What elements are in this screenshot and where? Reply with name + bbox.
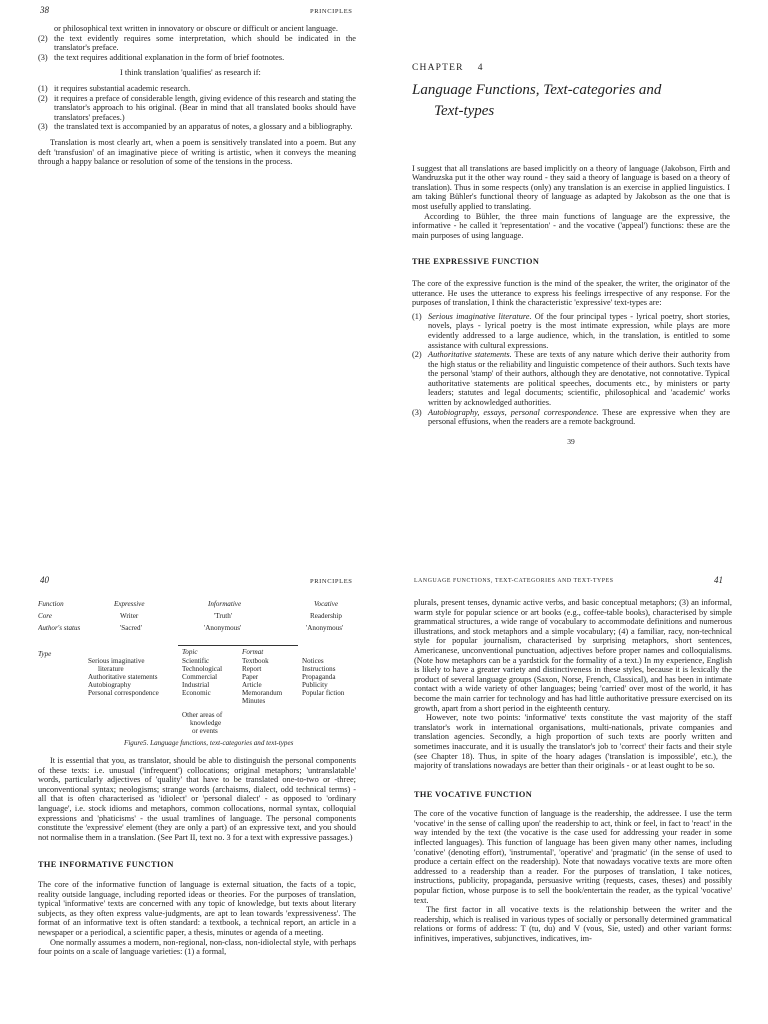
topic-item: Scientific (182, 657, 210, 665)
format-item: Textbook (242, 657, 269, 665)
body-paragraph: One normally assumes a modern, non-regional, non-class, non-idiolectal style, with perhaps four points on a scale of language varieties: (1) a formal, (38, 937, 356, 957)
page-41 (414, 576, 732, 1024)
topic-item: Industrial (182, 681, 210, 689)
other-areas: Other areas of (182, 711, 223, 719)
topic-header: Topic (182, 648, 198, 656)
column-function: Vocative (314, 600, 339, 608)
column-function: Expressive (114, 600, 145, 608)
column-core: Writer (120, 612, 139, 620)
other-areas: knowledge (190, 719, 222, 727)
research-list (38, 84, 356, 132)
list-item: or philosophical text written in innovatory or obscure or difficult or ancient language. (54, 24, 338, 33)
format-header: Format (242, 648, 264, 656)
intro-paragraph: According to Bühler, the three main functions of language are the expressive, the informative - he called it 'representation' - and the vocative ('appeal') functions: these are the main purposes of using language. (412, 211, 730, 240)
page-header (38, 576, 356, 590)
topic-item: Economic (182, 689, 211, 697)
requirements-list (38, 24, 356, 62)
list-item: (2) the text evidently requires some interpretation, which should be indicated in the translator's preface. (38, 33, 356, 53)
section-heading: THE INFORMATIVE FUNCTION (38, 860, 174, 870)
other-areas: or events (192, 727, 218, 735)
topic-item: Commercial (182, 673, 218, 681)
body-paragraph: However, note two points: 'informative' texts constitute the vast majority of the staff translator's work in international organisations, multi-nationals, private companies and translation agencies. Secondly, a high proportion of such texts are poorly written and sometimes inaccurate, and it is usually the translator's job to 'correct' their facts and their style (see Chapter 18). Thus, in spite of the hoary adages ('translation is impossible', etc.), the majority of translations nowadays are better than their originals - or at least ought to be so. (414, 713, 732, 771)
page-40 (38, 576, 356, 1024)
page-number: 39 (567, 436, 575, 446)
body-paragraph: The first factor in all vocative texts is the relationship between the writer and the readership, which is realised in various types of socially or personally determined grammatical relations or forms of address: T (tu, du) and V (vous, Sie, usted) and other variant forms: infinitives, imperatives, subjunctives, indicatives, im- (414, 905, 732, 943)
running-head: LANGUAGE FUNCTIONS, TEXT-CATEGORIES AND TEXT-TYPES (414, 578, 614, 584)
body-paragraph: plurals, present tenses, dynamic active verbs, and basic conceptual metaphors; (3) an informal, warm style for popular science or art books (e.g., coffee-table books), characterised by simple grammatical structures, a wide range of vocabulary to accommodate definitions and numerous illustrations, and stock metaphors and a simple vocabulary; (4) a familiar, racy, non-technical style for popular journalism, characterised by surprising metaphors, short sentences, Americanese, unconventional punctuation, adjectives before proper names and colloquialisms. (Note how metaphors can be a yardstick for the formality of a text.) In my experience, English is likely to have a greater variety and distinctiveness in these styles, because it is lexically the product of several language groups (Saxon, Norse, French, Classical), and has been in intimate contact with a wide variety of other languages; being 'carried' over most of the world, it has become the main carrier for technology and has had little authoritative pressure exercised on its growth, apart from a short period in the eighteenth century. (414, 598, 732, 713)
vocative-type: Publicity (302, 681, 328, 689)
body-paragraph: The core of the vocative function of language is the readership, the addressee. I use the term 'vocative' in the sense of calling upon' the readership to act, think or feel, in fact to 'react' in the way intended by the text (the vocative is the case used for addressing your reader in some inflected languages). This function of language has been given many other names, including 'conative' (denoting effort), 'instrumental', 'operative' and 'pragmatic' (in the sense of used to produce a certain effect on the readership). Note that nowadays vocative texts are more often addressed to a readership than a reader. For the purposes of translation, I take notices, instructions, publicity, propaganda, persuasive writing (requests, cases, theses) and possibly popular fiction, whose purpose is to sell the book/entertain the reader, as the typical 'vocative' text. (414, 809, 732, 905)
list-item: (2) it requires a preface of considerable length, giving evidence of this research and stating the translator's approach to his original. (Bear in mind that all translated books should have translators' prefaces.) (38, 93, 356, 122)
running-head: PRINCIPLES (310, 578, 353, 585)
list-item: (2) Authoritative statements. These are texts of any nature which derive their authority from the high status or the reliability and linguistic competence of their authors. Such texts have the personal 'stamp' of their authors, although they are denotative, not connotative. Typical authoritative statements are political speeches, documents etc., by ministers or party leaders; statutes and legal documents; scientific, philosophical and 'academic' works written by acknowledged authorities. (412, 350, 730, 408)
figure-caption: Figure5. Language functions, text-categories and text-types (124, 739, 294, 747)
page-number: 40 (40, 576, 49, 585)
column-function: Informative (208, 600, 242, 608)
page-header (414, 576, 732, 590)
page-38 (38, 6, 356, 506)
column-status: 'Anonymous' (306, 624, 344, 632)
expressive-paragraph: The core of the expressive function is the mind of the speaker, the writer, the originator of the utterance. He uses the utterance to express his feelings irrespective of any response. For the purposes of translation, I think the characteristic 'expressive' text-types are: (412, 278, 730, 308)
page-39 (412, 6, 730, 518)
row-label: Type (38, 650, 52, 658)
column-status: 'Sacred' (120, 624, 142, 632)
intro-paragraph: I suggest that all translations are based implicitly on a theory of language (Jakobson, Firth and Wandruzska put it the other way round - they said a theory of language is based on a theory of translation). Thus in some respects (only) any translation is an exercise in applied linguistics. I am taking Bühler's functional theory of language as adapted by Jakobson as the one that is most usefully applied to translating. (412, 163, 730, 211)
column-core: Readership (310, 612, 342, 620)
chapter-label: CHAPTER 4 (412, 63, 484, 73)
row-label: Core (38, 612, 52, 620)
format-item: Report (242, 665, 262, 673)
section-heading: THE EXPRESSIVE FUNCTION (412, 257, 540, 267)
column-core: 'Truth' (214, 612, 233, 620)
body-paragraph: It is essential that you, as translator, should be able to distinguish the personal components of these texts: i.e. unusual ('infrequent') collocations; original metaphors; 'untranslatable' words, particularly adjectives of 'quality' that have to be translated one-to-two or -three; unconventional syntax; neologisms; strange words (archaisms, dialect, odd technical terms) - all that is often characterised as 'idiolect' or 'personal dialect' - as opposed to 'ordinary language', i.e. stock idioms and metaphors, common collocations, normal syntax, colloquial expressions and 'phaticisms' - the usual tramlines of language. The personal components constitute the 'expressive' element (they are only a part) of an expressive text, and you should not normalise them in a translation. (See Part II, text no. 3 for a text with expressive passages.) (38, 756, 356, 842)
format-item: Minutes (242, 697, 266, 705)
list-item: (3) the translated text is accompanied by an apparatus of notes, a glossary and a bibliography. (38, 122, 353, 132)
body-paragraph: The core of the informative function of language is external situation, the facts of a topic, reality outside language, including reported ideas or theories. For the purposes of translation, typical 'informative' texts are concerned with any topic of knowledge, but texts about literary subjects, as they often express value-judgments, are apt to lean towards 'expressiveness'. The format of an informative text is often standard: a textbook, a technical report, an article in a newspaper or a periodical, a scientific paper, a thesis, minutes or agenda of a meeting. (38, 879, 356, 937)
list-item: (3) the text requires additional explanation in the form of brief footnotes. (38, 52, 285, 62)
chapter-title: Language Functions, Text-categories and Text-types (412, 81, 662, 119)
qualifies-intro: I think translation 'qualifies' as research if: (120, 68, 261, 78)
running-head: PRINCIPLES (310, 8, 353, 15)
row-label: Author's status (38, 624, 81, 632)
column-status: 'Anonymous' (204, 624, 242, 632)
divider-line (178, 645, 298, 646)
row-label: Function (38, 600, 64, 608)
expressive-type: Personal correspondence (88, 689, 159, 697)
expressive-type: Authoritative statements (88, 673, 158, 681)
text-types-list (412, 312, 730, 427)
vocative-type: Propaganda (302, 673, 336, 681)
expressive-type: Serious imaginative (88, 657, 145, 665)
format-item: Paper (242, 673, 259, 681)
list-item: (3) Autobiography, essays, personal correspondence. These are expressive when they are personal effusions, when the readers are a remote background. (412, 407, 730, 427)
figure-language-functions (38, 600, 356, 748)
vocative-type: Instructions (302, 665, 336, 673)
format-item: Article (242, 681, 262, 689)
closing-paragraph: Translation is most clearly art, when a poem is sensitively translated into a poem. But any deft 'transfusion' of an imaginative piece of writing is artistic, when it conveys the meaning through a happy balance or resolution of some of the tensions in the process. (38, 137, 356, 167)
format-item: Memorandum (242, 689, 283, 697)
list-item: (1) it requires substantial academic research. (38, 83, 191, 93)
vocative-type: Notices (302, 657, 324, 665)
page-number: 41 (714, 576, 723, 585)
topic-item: Technological (182, 665, 223, 673)
vocative-type: Popular fiction (302, 689, 345, 697)
chapter-number: 4 (477, 63, 484, 73)
section-heading: THE VOCATIVE FUNCTION (414, 789, 533, 799)
page-header (38, 6, 356, 20)
page-number: 38 (40, 6, 49, 15)
list-item: (1) Serious imaginative literature. Of the four principal types - lyrical poetry, short stories, novels, plays - lyrical poetry is the most intimate expression, while plays are more evidently addressed to a large audience, which, in the translation, is entitled to some assistance with cultural expressions. (412, 311, 730, 350)
expressive-type: literature (98, 665, 124, 673)
expressive-type: Autobiography (88, 681, 131, 689)
